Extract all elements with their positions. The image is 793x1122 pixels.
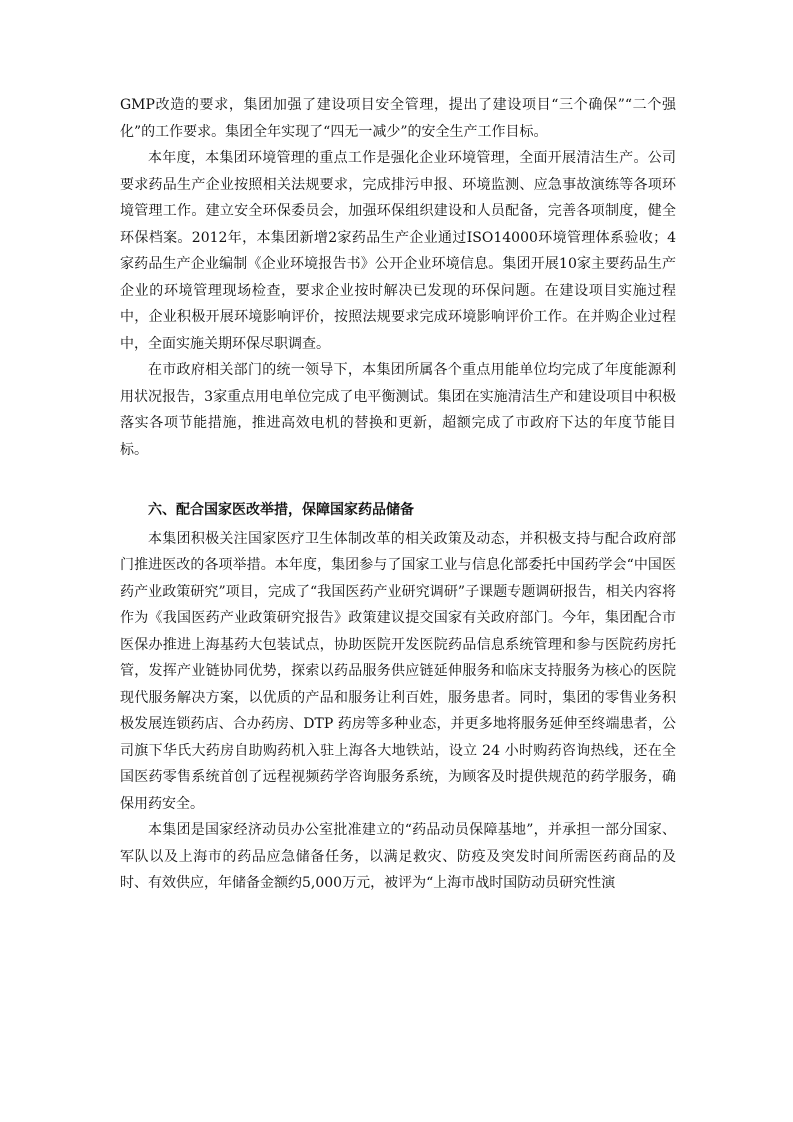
- paragraph-safety-continued: GMP改造的要求，集团加强了建设项目安全管理，提出了建设项目“三个确保”“二个强化”的工作要求。集团全年实现了“四无一减少”的安全生产工作目标。: [120, 97, 676, 140]
- paragraph-energy-saving: 在市政府相关部门的统一领导下，本集团所属各个重点用能单位均完成了年度能源利用状况报告，3家重点用电单位完成了电平衡测试。集团在实施清洁生产和建设项目中积极落实各项节能措施，推进高效电机的替换和更新，超额完成了市政府下达的年度节能目标。: [120, 362, 676, 458]
- paragraph-environment-management: 本年度，本集团环境管理的重点工作是强化企业环境管理，全面开展清洁生产。公司要求药品生产企业按照相关法规要求，完成排污申报、环境监测、应急事故演练等各项环境管理工作。建立安全环保委员会，加强环保组织建设和人员配备，完善各项制度，健全环保档案。2012年，本集团新增2家药品生产企业通过ISO14000环境管理体系验收；4家药品生产企业编制《企业环境报告书》公开企业环境信息。集团开展10家主要药品生产企业的环境管理现场检查，要求企业按时解决已发现的环保问题。在建设项目实施过程中，企业积极开展环境影响评价，按照法规要求完成环境影响评价工作。在并购企业过程中，全面实施关期环保尽职调查。: [120, 150, 676, 352]
- paragraph-drug-reserve: 本集团是国家经济动员办公室批准建立的“药品动员保障基地”，并承担一部分国家、军队以及上海市的药品应急储备任务，以满足救灾、防疫及突发时间所需医药商品的及时、有效供应，年储备金额约5,000万元，被评为“上海市战时国防动员研究性演: [120, 822, 676, 891]
- section-heading: 六、配合国家医改举措，保障国家药品储备: [148, 502, 414, 518]
- paragraph-medical-reform: 本集团积极关注国家医疗卫生体制改革的相关政策及动态，并积极支持与配合政府部门推进医改的各项举措。本年度，集团参与了国家工业与信息化部委托中国药学会“中国医药产业政策研究”项目，完成了“我国医药产业研究调研”子课题专题调研报告，相关内容将作为《我国医药产业政策研究报告》政策建议提交国家有关政府部门。今年，集团配合市医保办推进上海基药大包装试点，协助医院开发医院药品信息系统管理和参与医院药房托管，发挥产业链协同优势，探索以药品服务供应链延伸服务和临床支持服务为核心的医院现代服务解决方案，以优质的产品和服务让利百姓，服务患者。同时，集团的零售业务积极发展连锁药店、合办药房、DTP 药房等多种业态，并更多地将服务延伸至终端患者，公司旗下华氏大药房自助购药机入驻上海各大地铁站，设立 24 小时购药咨询热线，还在全国医药零售系统首创了远程视频药学咨询服务系统，为顾客及时提供规范的药学服务，确保用药安全。: [120, 530, 676, 812]
- document-page: [120, 92, 676, 897]
